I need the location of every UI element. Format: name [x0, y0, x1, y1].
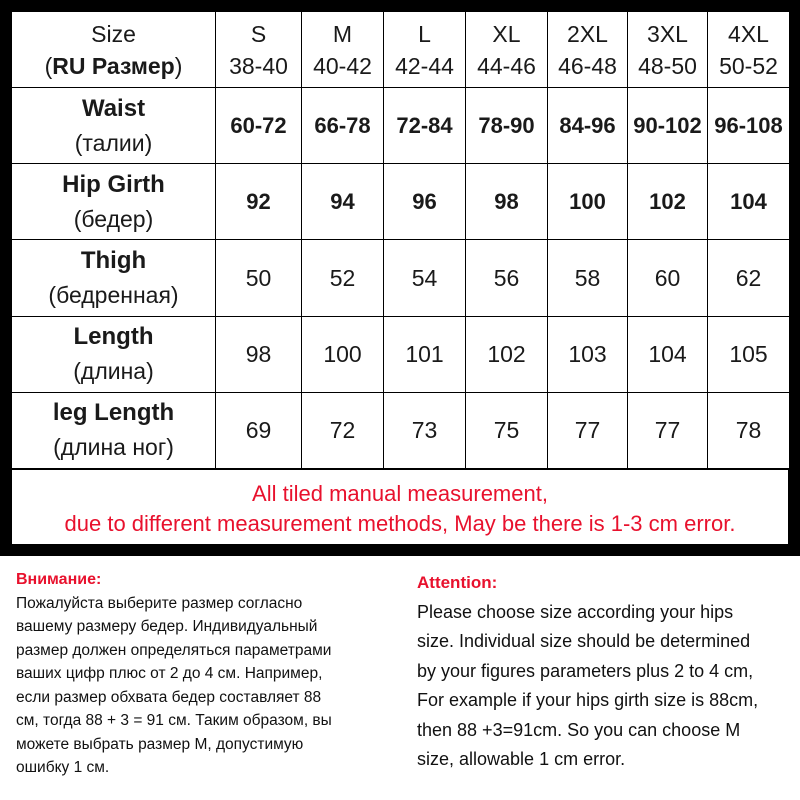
table-cell: 96-108 [708, 88, 790, 164]
table-cell: 102 [628, 164, 708, 240]
ru-attention-line: если размер обхвата бедер составляет 88 [16, 688, 322, 706]
size-name: 2XL [567, 20, 608, 47]
table-cell: 72-84 [384, 88, 466, 164]
size-table [11, 11, 790, 469]
table-cell: 100 [302, 316, 384, 392]
table-cell: 92 [216, 164, 302, 240]
row-label-ru: (талии) [74, 129, 153, 156]
table-cell: 77 [628, 392, 708, 468]
row-label-ru: (длина) [73, 358, 154, 385]
table-header-row [12, 12, 790, 88]
size-header-cell [302, 12, 384, 88]
table-cell: 56 [466, 240, 548, 316]
ru-attention-block [16, 568, 396, 780]
ru-attention-line: ошибку 1 см. [16, 759, 110, 776]
row-label-cell [12, 164, 216, 240]
table-cell: 90-102 [628, 88, 708, 164]
table-row-thigh [12, 240, 790, 316]
table-cell: 98 [466, 164, 548, 240]
size-ru: 42-44 [395, 52, 454, 79]
size-header-cell [708, 12, 790, 88]
ru-attention-line: размер должен определяться параметрами [16, 641, 332, 659]
row-label: leg Length [52, 399, 175, 427]
en-attention-line: Please choose size according your hips [417, 601, 734, 622]
table-cell: 84-96 [548, 88, 628, 164]
ru-attention-line: Пожалуйста выберите размер согласно [16, 594, 303, 612]
measurement-note [11, 469, 789, 545]
table-cell: 60-72 [216, 88, 302, 164]
size-header-cell [216, 12, 302, 88]
table-cell: 50 [216, 240, 302, 316]
row-label: Length [73, 323, 154, 351]
ru-attention-title: Внимание: [16, 571, 102, 588]
header-label-cell [12, 12, 216, 88]
en-attention-line: by your figures parameters plus 2 to 4 cm, [417, 660, 754, 681]
table-cell: 77 [548, 392, 628, 468]
size-header-cell [384, 12, 466, 88]
size-name: 4XL [728, 20, 769, 47]
table-cell: 58 [548, 240, 628, 316]
size-name: M [332, 20, 353, 47]
table-cell: 105 [708, 316, 790, 392]
row-label-cell [12, 240, 216, 316]
table-cell: 78 [708, 392, 790, 468]
table-cell: 69 [216, 392, 302, 468]
size-name: 3XL [647, 20, 688, 47]
table-cell: 73 [384, 392, 466, 468]
size-ru: 40-42 [313, 52, 372, 79]
row-label: Waist [81, 94, 146, 122]
table-cell: 98 [216, 316, 302, 392]
table-cell: 100 [548, 164, 628, 240]
size-name: S [250, 20, 267, 47]
en-attention-line: For example if your hips girth size is 88cm, [417, 690, 759, 710]
ru-attention-line: ваших цифр плюс от 2 до 4 см. Например, [16, 665, 323, 682]
size-ru: 50-52 [719, 52, 778, 79]
table-row-length [12, 316, 790, 392]
table-cell: 66-78 [302, 88, 384, 164]
size-header-cell [466, 12, 548, 88]
size-ru: 48-50 [638, 52, 697, 79]
table-cell: 72 [302, 392, 384, 468]
table-cell: 60 [628, 240, 708, 316]
table-cell: 78-90 [466, 88, 548, 164]
measurement-note-line1: All tiled manual measurement, [252, 481, 548, 506]
en-attention-line: size. Individual size should be determined [417, 631, 751, 651]
size-label: Size [91, 20, 136, 47]
table-cell: 101 [384, 316, 466, 392]
measurement-note-line2: due to different measurement methods, May be there is 1-3 cm error. [64, 511, 736, 536]
table-row-hip-girth [12, 164, 790, 240]
ru-attention-line: можете выбрать размер M, допустимую [16, 735, 304, 753]
row-label-cell [12, 88, 216, 164]
ru-attention-line: см, тогда 88 + 3 = 91 см. Таким образом, вы [16, 712, 332, 729]
en-attention-title: Attention: [417, 573, 498, 592]
en-attention-line: size, allowable 1 cm error. [417, 749, 626, 769]
table-cell: 103 [548, 316, 628, 392]
row-label-cell [12, 316, 216, 392]
table-cell: 94 [302, 164, 384, 240]
size-name: L [418, 20, 431, 47]
row-label-ru: (длина ног) [53, 434, 174, 461]
size-header-cell [548, 12, 628, 88]
size-ru: 38-40 [229, 52, 288, 79]
table-row-leg-length [12, 392, 790, 468]
table-cell: 75 [466, 392, 548, 468]
ru-attention-line: вашему размеру бедер. Индивидуальный [16, 618, 318, 635]
row-label-ru: (бедер) [73, 205, 154, 232]
table-cell: 96 [384, 164, 466, 240]
row-label-cell [12, 392, 216, 468]
table-cell: 54 [384, 240, 466, 316]
table-cell: 52 [302, 240, 384, 316]
row-label-ru: (бедренная) [48, 282, 179, 309]
table-cell: 104 [628, 316, 708, 392]
row-label: Thigh [80, 247, 147, 275]
size-header-cell [628, 12, 708, 88]
size-ru: 46-48 [558, 52, 617, 79]
ru-size-label: (RU Размер) [44, 52, 183, 79]
table-cell: 62 [708, 240, 790, 316]
en-attention-line: then 88 +3=91cm. So you can choose M [417, 719, 741, 740]
row-label: Hip Girth [62, 170, 165, 198]
size-name: XL [492, 20, 521, 47]
en-attention-block [417, 568, 797, 775]
table-cell: 104 [708, 164, 790, 240]
size-ru: 44-46 [477, 52, 536, 79]
table-cell: 102 [466, 316, 548, 392]
table-row-waist [12, 88, 790, 164]
